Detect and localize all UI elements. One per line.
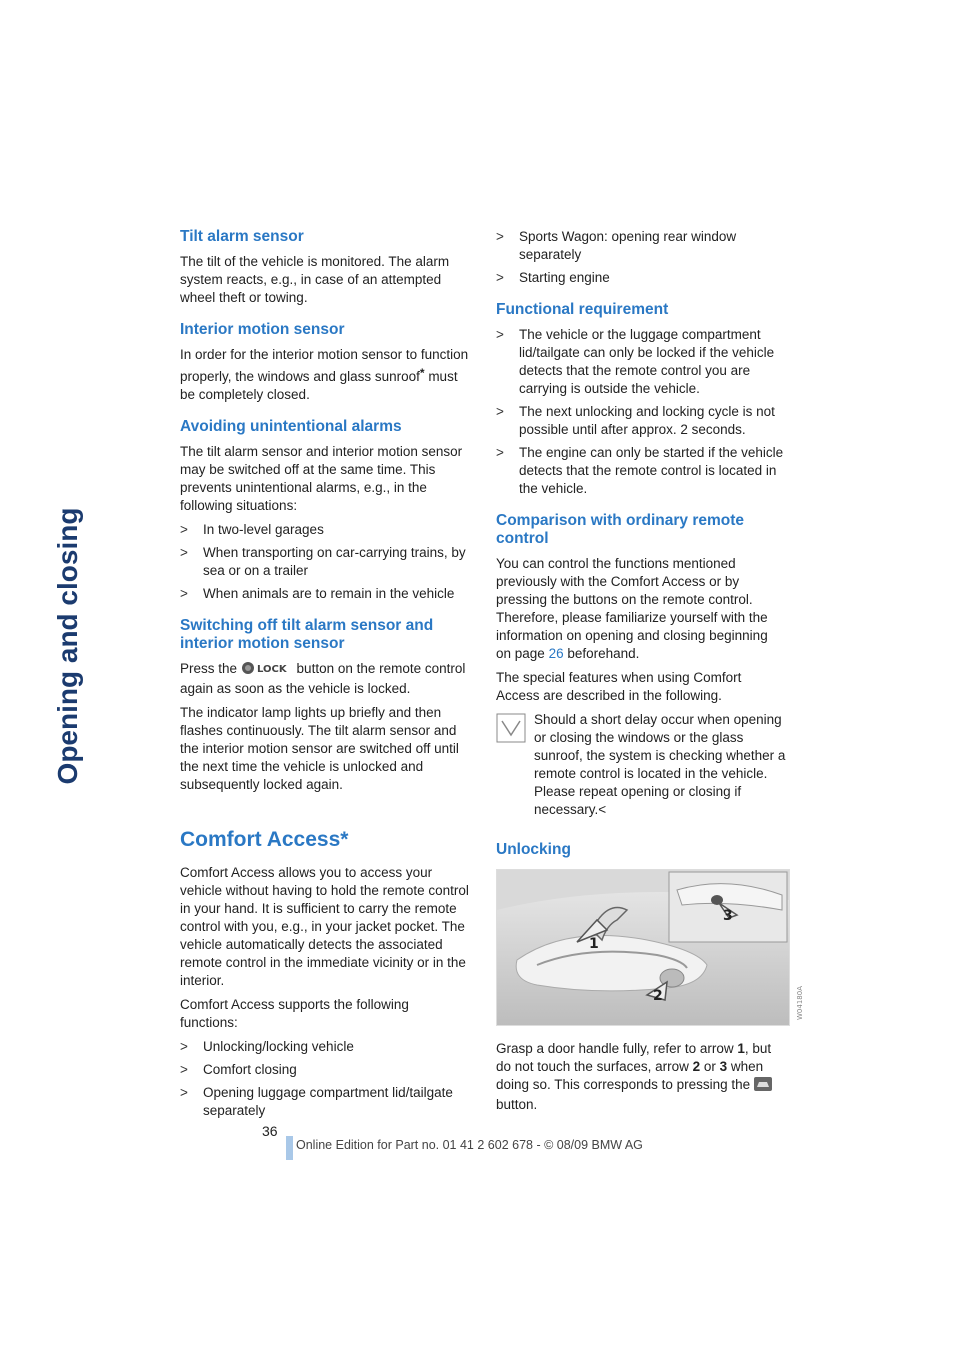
list-item: > Starting engine (496, 269, 786, 287)
list-item: > Unlocking/locking vehicle (180, 1038, 470, 1056)
heading-comparison: Comparison with ordinary remote control (496, 512, 745, 547)
heading-comfort-access: Comfort Access* (180, 828, 349, 851)
text-switch-off-2: The indicator lamp lights up briefly and then flashes continuously. The tilt alarm sensor and the interior motion sensor are switched off until the next time the vehicle is unlocked and subsequently locked again. (180, 705, 459, 792)
text-comparison-2: The special features when using Comfort Access are described in the following. (496, 670, 742, 703)
footer-text: Online Edition for Part no. 01 41 2 602 678 - © 08/09 BMW AG (296, 1138, 643, 1152)
section-functional-requirement (496, 301, 786, 498)
section-interior-motion (180, 321, 470, 404)
section-comparison (496, 512, 786, 819)
right-column (496, 228, 804, 1128)
list-item: > Sports Wagon: opening rear window separately (496, 228, 786, 264)
heading-switch-off: Switching off tilt alarm sensor and interior motion sensor (180, 617, 434, 652)
optional-star: * (419, 366, 425, 380)
text-avoid-alarms: The tilt alarm sensor and interior motion sensor may be switched off at the same time. This prevents unintentional alarms, e.g., in the following situations: (180, 444, 463, 513)
text-interior-motion: In order for the interior motion sensor to function properly, the windows and glass sunroof* must be completely closed. (180, 347, 469, 402)
figure-label-3: 3 (723, 908, 733, 924)
page-link[interactable]: 26 (548, 646, 564, 661)
note-icon (496, 713, 526, 743)
section-comfort-access (180, 828, 470, 1120)
heading-unlocking: Unlocking (496, 841, 571, 858)
page-number: 36 (262, 1123, 278, 1139)
heading-interior-motion: Interior motion sensor (180, 321, 345, 338)
list-item: > When transporting on car-carrying trains, by sea or on a trailer (180, 544, 470, 580)
text-comfort-access-1: Comfort Access allows you to access your vehicle without having to hold the remote control in your hand. It is sufficient to carry the remote control with you, e.g., in your jacket pocket. The vehicle automatically detects the associated remote control in the immediate vicinity or in the interior. (180, 865, 469, 988)
list-item: > The next unlocking and locking cycle is not possible until after approx. 2 seconds. (496, 403, 786, 439)
text-tilt-alarm: The tilt of the vehicle is monitored. The alarm system reacts, e.g., in case of an attempted wheel theft or towing. (180, 254, 450, 305)
list-item: > Opening luggage compartment lid/tailgate separately (180, 1084, 470, 1120)
left-column (180, 228, 470, 1134)
figure-label-1: 1 (589, 936, 599, 952)
list-item: > Comfort closing (180, 1061, 470, 1079)
heading-avoid-alarms: Avoiding unintentional alarms (180, 418, 402, 435)
door-handle-figure (496, 869, 804, 1026)
list-item: > The vehicle or the luggage compartment lid/tailgate can only be locked if the vehicle detects that the remote control you are carrying is outside the vehicle. (496, 326, 786, 398)
figure-code: W04180A (796, 986, 804, 1020)
list-comfort-functions (180, 1038, 470, 1120)
lock-button-icon (241, 661, 293, 680)
list-item: > When animals are to remain in the vehicle (180, 585, 470, 603)
list-functional-requirement (496, 326, 786, 498)
footer-bar (286, 1136, 293, 1160)
list-comfort-functions-cont (496, 228, 786, 287)
section-avoid-alarms (180, 418, 470, 603)
unlock-car-icon (754, 1077, 772, 1096)
section-tilt-alarm (180, 228, 470, 307)
figure-label-2: 2 (653, 988, 663, 1004)
text-comfort-access-2: Comfort Access supports the following functions: (180, 997, 409, 1030)
text-unlocking: Grasp a door handle fully, refer to arrow 1, but do not touch the surfaces, arrow 2 or 3 when doing so. This corresponds to pressing the button. (496, 1041, 772, 1112)
heading-functional-requirement: Functional requirement (496, 301, 669, 318)
heading-tilt-alarm: Tilt alarm sensor (180, 228, 304, 245)
text-comparison-1: You can control the functions mentioned previously with the Comfort Access or by pressing the buttons on the remote control. Therefore, please familiarize yourself with the information on opening and closing beginning on page 26 beforehand. (496, 556, 768, 661)
list-item: > In two-level garages (180, 521, 470, 539)
side-chapter-title: Opening and closing (52, 507, 83, 785)
lock-label: LOCK (256, 664, 287, 675)
text-switch-off-1: Press the LOCK button on the remote control again as soon as the vehicle is locked. (180, 661, 466, 696)
section-switch-off (180, 617, 470, 794)
list-avoid-alarms (180, 521, 470, 603)
section-unlocking (496, 841, 804, 1114)
list-item: > The engine can only be started if the vehicle detects that the remote control is located in the vehicle. (496, 444, 786, 498)
note-delay: Should a short delay occur when opening or closing the windows or the glass sunroof, the system is checking whether a remote control is located in the vehicle. Please repeat opening or closing if necessary.< (496, 711, 786, 819)
